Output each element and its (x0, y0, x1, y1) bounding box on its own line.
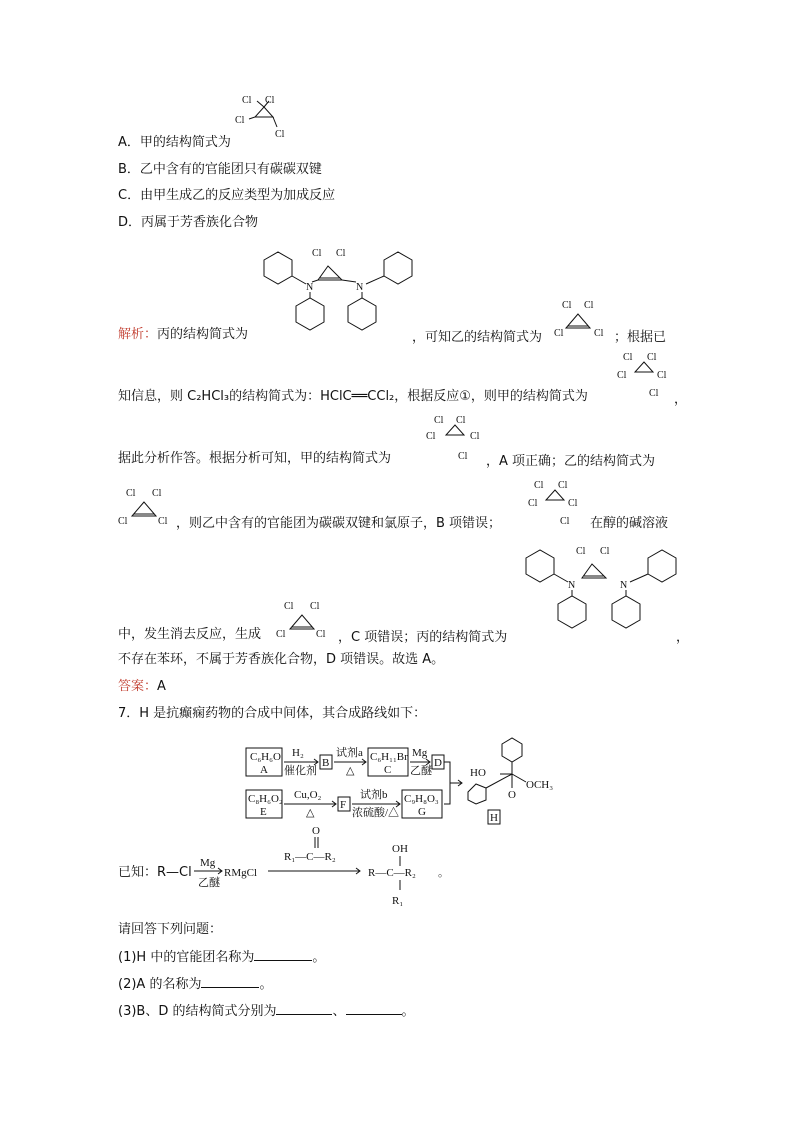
svg-text:△: △ (306, 807, 315, 819)
option-d: D．丙属于芳香族化合物 (118, 215, 259, 230)
svg-text:Cl: Cl (276, 629, 286, 640)
svg-text:Cl: Cl (594, 328, 604, 339)
svg-text:N: N (356, 282, 364, 293)
svg-text:Cl: Cl (158, 516, 168, 527)
svg-text:C₉H₈O₃: C₉H₈O₃ (404, 793, 439, 805)
svg-text:Cl: Cl (647, 352, 657, 363)
svg-text:Cl: Cl (600, 546, 610, 557)
svg-text:Cl: Cl (568, 498, 578, 509)
structure-yi-2 (118, 484, 180, 530)
svg-text:试剂b: 试剂b (360, 789, 388, 801)
structure-bing-diamine (256, 244, 426, 344)
svg-text:Cl: Cl (310, 601, 320, 612)
svg-text:浓硫酸/△: 浓硫酸/△ (352, 807, 400, 819)
svg-text:Cl: Cl (118, 516, 128, 527)
svg-text:Cl: Cl (336, 248, 346, 259)
svg-text:RMgCl: RMgCl (224, 867, 258, 879)
svg-text:Cl: Cl (576, 546, 586, 557)
svg-text:D: D (434, 757, 442, 769)
svg-text:O: O (312, 825, 320, 837)
svg-text:试剂a: 试剂a (336, 747, 363, 759)
q7-sub2: (2)A 的名称为 。 (118, 977, 273, 992)
svg-text:R₁—C—R₂: R₁—C—R₂ (284, 851, 336, 863)
svg-text:Cl: Cl (426, 431, 436, 442)
q7-prompt: 请回答下列问题： (118, 922, 223, 937)
svg-text:Mg: Mg (200, 857, 216, 869)
svg-text:Cl: Cl (152, 488, 162, 499)
synthesis-scheme (244, 738, 564, 830)
svg-text:H: H (490, 812, 498, 824)
answer-blank-3[interactable] (276, 1002, 332, 1015)
svg-text:Cl: Cl (584, 300, 594, 311)
answer-blank-1[interactable] (254, 948, 312, 961)
svg-text:已知：R—Cl: 已知：R—Cl (118, 865, 192, 880)
svg-text:Cl: Cl (456, 415, 466, 426)
svg-text:Cl: Cl (434, 415, 444, 426)
structure-yi (554, 296, 614, 342)
svg-text:N: N (306, 282, 314, 293)
svg-text:Mg: Mg (412, 747, 428, 759)
svg-text:Cl: Cl (528, 498, 538, 509)
analysis-label: 解析： (118, 327, 158, 342)
svg-text:Cl: Cl (649, 388, 659, 399)
svg-text:Cl: Cl (562, 300, 572, 311)
svg-text:Cl: Cl (534, 480, 544, 491)
svg-text:F: F (340, 799, 347, 811)
answer-label: 答案： (118, 679, 158, 694)
svg-text:B: B (322, 757, 330, 769)
svg-text:HO: HO (470, 767, 486, 779)
svg-text:Cl: Cl (657, 370, 667, 381)
svg-text:Cl: Cl (316, 629, 326, 640)
svg-text:Cl: Cl (558, 480, 568, 491)
answer-value: A (157, 679, 166, 694)
svg-text:Cl: Cl (284, 601, 294, 612)
svg-text:Cu,O₂: Cu,O₂ (294, 789, 322, 801)
svg-text:O: O (508, 789, 516, 801)
svg-text:E: E (260, 806, 267, 818)
svg-text:Cl: Cl (126, 488, 136, 499)
q7-stem: 7．H 是抗癫痫药物的合成中间体，其合成路线如下： (118, 706, 427, 721)
structure-jia-3 (526, 478, 596, 530)
svg-text:Cl: Cl (275, 129, 285, 140)
svg-text:N: N (568, 580, 576, 591)
svg-text:OCH₃: OCH₃ (526, 779, 554, 791)
svg-text:R—C—R₂: R—C—R₂ (368, 867, 416, 879)
answer-blank-2[interactable] (201, 975, 259, 988)
svg-text:Cl: Cl (312, 248, 322, 259)
svg-text:H₂: H₂ (292, 747, 304, 759)
svg-text:Cl: Cl (265, 95, 275, 106)
svg-text:C: C (384, 764, 392, 776)
svg-text:C₆H₁₁Br: C₆H₁₁Br (370, 751, 408, 763)
svg-text:R₁: R₁ (392, 895, 404, 907)
option-c: C．由甲生成乙的反应类型为加成反应 (118, 188, 336, 203)
svg-text:△: △ (346, 765, 355, 777)
svg-text:乙醚: 乙醚 (198, 877, 220, 889)
svg-text:催化剂: 催化剂 (284, 765, 317, 777)
q7-sub1: (1)H 中的官能团名称为 。 (118, 950, 326, 965)
option-a: A．甲的结构简式为 (118, 135, 231, 150)
svg-text:Cl: Cl (623, 352, 633, 363)
svg-text:Cl: Cl (242, 95, 252, 106)
svg-text:Cl: Cl (560, 516, 570, 527)
svg-text:Cl: Cl (617, 370, 627, 381)
svg-text:乙醚: 乙醚 (410, 765, 432, 777)
svg-text:C₆H₆O: C₆H₆O (250, 751, 281, 763)
structure-yi-3 (276, 597, 338, 643)
svg-text:A: A (260, 764, 268, 776)
svg-text:Cl: Cl (235, 115, 245, 126)
svg-text:Cl: Cl (458, 451, 468, 462)
known-reaction (118, 824, 458, 910)
svg-text:Cl: Cl (470, 431, 480, 442)
svg-text:OH: OH (392, 843, 408, 855)
q7-sub3: (3)B、D 的结构简式分别为 、 。 (118, 1004, 415, 1019)
answer-blank-4[interactable] (346, 1002, 402, 1015)
svg-text:N: N (620, 580, 628, 591)
svg-text:G: G (418, 806, 426, 818)
option-b: B．乙中含有的官能团只有碳碳双键 (118, 162, 322, 177)
svg-text:Cl: Cl (554, 328, 564, 339)
svg-text:。: 。 (438, 867, 449, 879)
svg-text:C₈H₆O₂: C₈H₆O₂ (248, 793, 283, 805)
structure-bing-diamine-2 (520, 542, 690, 642)
structure-tetrachlorocyclopropane-top (235, 93, 305, 149)
